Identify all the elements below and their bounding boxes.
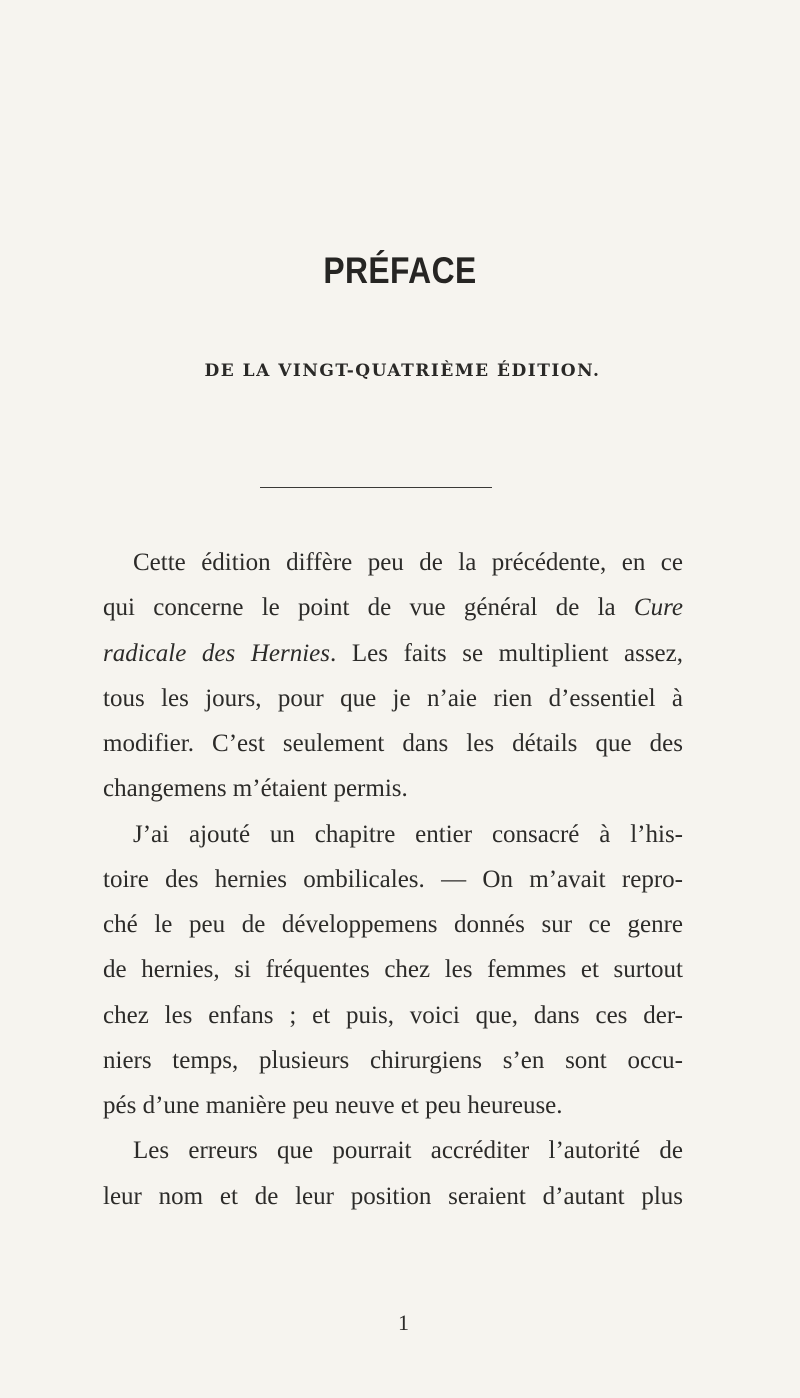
text-line: tous les jours, pour que je n’aie rien d’essentiel à <box>103 684 683 712</box>
italic-fragment: radicale des Hernies <box>103 639 331 667</box>
text-line <box>103 585 683 630</box>
text-line: toire des hernies ombilicales. — On m’avait repro- <box>103 865 683 893</box>
text-line: de hernies, si fréquentes chez les femmes et surtout <box>103 956 683 984</box>
text-line: J’ai ajouté un chapitre entier consacré à l’his- <box>133 820 683 848</box>
body-text <box>103 540 683 1219</box>
text-line: chez les enfans ; et puis, voici que, dans ces der- <box>103 1001 683 1029</box>
text-line: modifier. C’est seulement dans les détails que des <box>103 730 683 757</box>
italic-fragment: Cure <box>633 594 683 622</box>
text-fragment: . Les faits se multiplient assez, <box>330 639 683 667</box>
page-subtitle: DE LA VINGT-QUATRIÈME ÉDITION. <box>204 361 601 381</box>
text-line: Cette édition diffère peu de la précédente, en ce <box>133 549 683 576</box>
page-number: 1 <box>398 1310 409 1335</box>
text-line: niers temps, plusieurs chirurgiens s’en sont occu- <box>103 1046 683 1074</box>
separator-rule <box>260 487 492 488</box>
text-fragment: qui concerne le point de vue général de la <box>103 594 634 622</box>
text-line: Les erreurs que pourrait accréditer l’autorité de <box>133 1137 683 1165</box>
text-line: leur nom et de leur position seraient d’autant plus <box>103 1182 683 1210</box>
text-line: pés d’une manière peu neuve et peu heureuse. <box>103 1092 563 1119</box>
text-line <box>103 631 683 676</box>
page-title: PRÉFACE <box>323 250 477 291</box>
text-line: ché le peu de développemens donnés sur ce genre <box>103 911 683 938</box>
text-line: changemens m’étaient permis. <box>103 775 408 803</box>
